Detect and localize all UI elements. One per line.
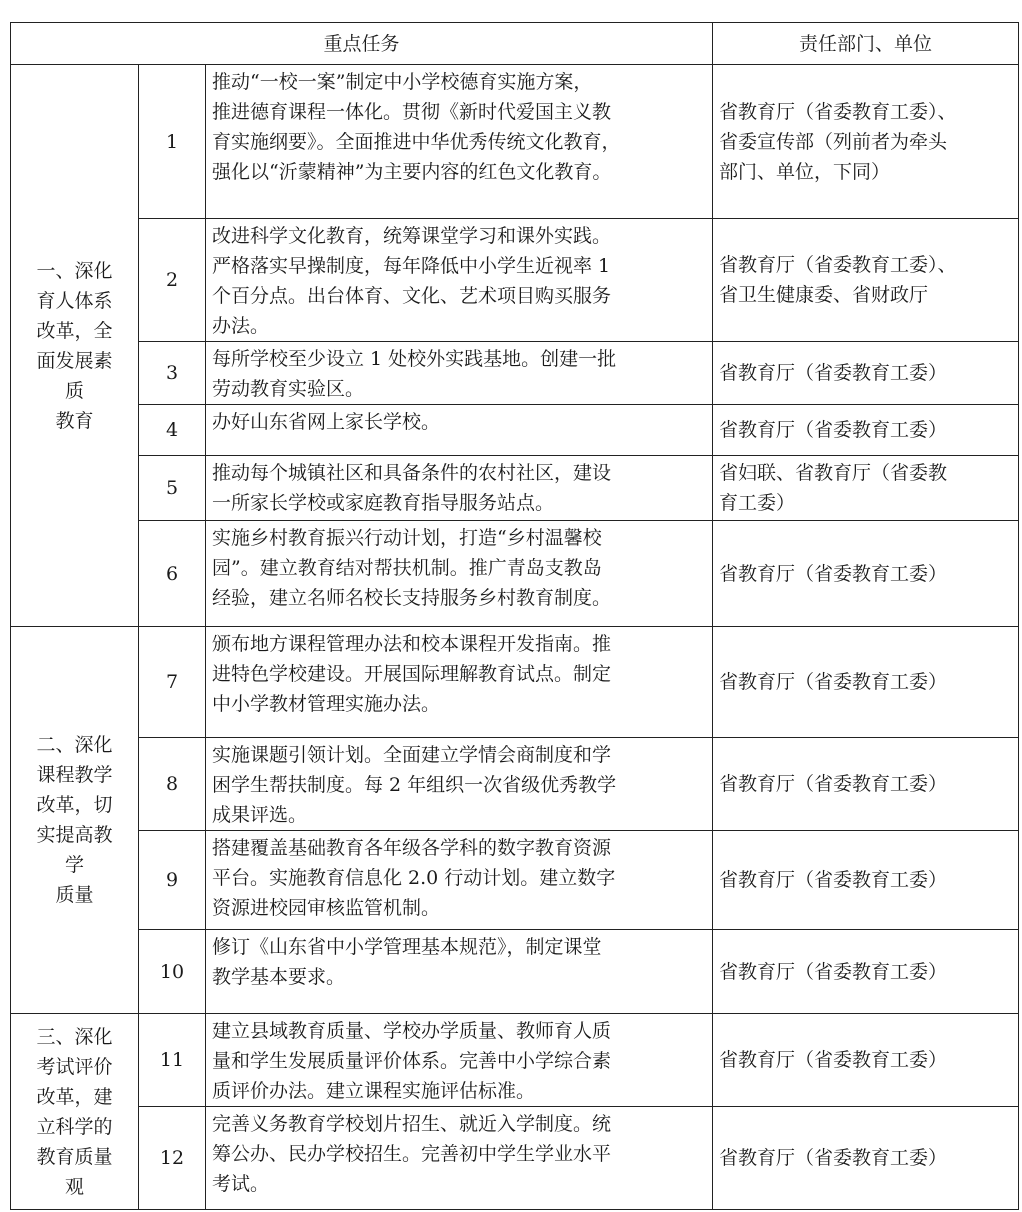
task-cell: 实施课题引领计划。全面建立学情会商制度和学 困学生帮扶制度。每 2 年组织一次省级优秀教学 成果评选。 (206, 738, 713, 831)
number-cell: 9 (139, 831, 206, 930)
dept-cell: 省教育厅（省委教育工委）、 省卫生健康委、省财政厅 (713, 219, 1019, 342)
task-cell: 改进科学文化教育，统筹课堂学习和课外实践。 严格落实早操制度，每年降低中小学生近视率 1 个百分点。出台体育、文化、艺术项目购买服务 办法。 (206, 219, 713, 342)
table-row (11, 521, 1019, 627)
task-cell: 办好山东省网上家长学校。 (206, 405, 713, 456)
header-dept: 责任部门、单位 (713, 23, 1019, 65)
task-cell: 完善义务教育学校划片招生、就近入学制度。统 筹公办、民办学校招生。完善初中学生学业水平 考试。 (206, 1107, 713, 1210)
table-body (11, 65, 1019, 1210)
table-row (11, 1107, 1019, 1210)
table-row (11, 342, 1019, 405)
number-cell: 5 (139, 456, 206, 521)
category-cell: 二、深化 课程教学 改革，切 实提高教 学 质量 (11, 627, 139, 1014)
dept-cell: 省教育厅（省委教育工委） (713, 1014, 1019, 1107)
table-row (11, 930, 1019, 1014)
task-cell: 每所学校至少设立 1 处校外实践基地。创建一批 劳动教育实验区。 (206, 342, 713, 405)
table-row (11, 456, 1019, 521)
dept-cell: 省教育厅（省委教育工委）、 省委宣传部（列前者为牵头 部门、单位，下同） (713, 65, 1019, 219)
category-cell: 一、深化 育人体系 改革，全 面发展素 质 教育 (11, 65, 139, 627)
dept-cell: 省教育厅（省委教育工委） (713, 1107, 1019, 1210)
dept-cell: 省教育厅（省委教育工委） (713, 831, 1019, 930)
header-row (11, 23, 1019, 65)
number-cell: 6 (139, 521, 206, 627)
dept-cell: 省教育厅（省委教育工委） (713, 342, 1019, 405)
table-row (11, 65, 1019, 219)
table-row (11, 627, 1019, 738)
table-row (11, 219, 1019, 342)
number-cell: 4 (139, 405, 206, 456)
dept-cell: 省教育厅（省委教育工委） (713, 738, 1019, 831)
task-cell: 推动“一校一案”制定中小学校德育实施方案， 推进德育课程一体化。贯彻《新时代爱国主义教 育实施纲要》。全面推进中华优秀传统文化教育， 强化以“沂蒙精神”为主要内容的红色文化教育。 (206, 65, 713, 219)
dept-cell: 省教育厅（省委教育工委） (713, 405, 1019, 456)
dept-cell: 省教育厅（省委教育工委） (713, 627, 1019, 738)
task-cell: 颁布地方课程管理办法和校本课程开发指南。推 进特色学校建设。开展国际理解教育试点。制定 中小学教材管理实施办法。 (206, 627, 713, 738)
number-cell: 1 (139, 65, 206, 219)
header-task: 重点任务 (11, 23, 713, 65)
number-cell: 10 (139, 930, 206, 1014)
dept-cell: 省教育厅（省委教育工委） (713, 521, 1019, 627)
number-cell: 11 (139, 1014, 206, 1107)
number-cell: 8 (139, 738, 206, 831)
table-row (11, 405, 1019, 456)
key-tasks-table (10, 22, 1019, 1210)
number-cell: 2 (139, 219, 206, 342)
table-row (11, 1014, 1019, 1107)
dept-cell: 省妇联、省教育厅（省委教 育工委） (713, 456, 1019, 521)
table-row (11, 738, 1019, 831)
task-cell: 搭建覆盖基础教育各年级各学科的数字教育资源 平台。实施教育信息化 2.0 行动计划。建立数字 资源进校园审核监管机制。 (206, 831, 713, 930)
number-cell: 3 (139, 342, 206, 405)
number-cell: 12 (139, 1107, 206, 1210)
task-cell: 推动每个城镇社区和具备条件的农村社区，建设 一所家长学校或家庭教育指导服务站点。 (206, 456, 713, 521)
task-cell: 实施乡村教育振兴行动计划，打造“乡村温馨校 园”。建立教育结对帮扶机制。推广青岛支教岛 经验，建立名师名校长支持服务乡村教育制度。 (206, 521, 713, 627)
category-cell: 三、深化 考试评价 改革，建 立科学的 教育质量 观 (11, 1014, 139, 1210)
dept-cell: 省教育厅（省委教育工委） (713, 930, 1019, 1014)
table-row (11, 831, 1019, 930)
number-cell: 7 (139, 627, 206, 738)
task-cell: 修订《山东省中小学管理基本规范》，制定课堂 教学基本要求。 (206, 930, 713, 1014)
task-cell: 建立县域教育质量、学校办学质量、教师育人质 量和学生发展质量评价体系。完善中小学综合素 质评价办法。建立课程实施评估标准。 (206, 1014, 713, 1107)
